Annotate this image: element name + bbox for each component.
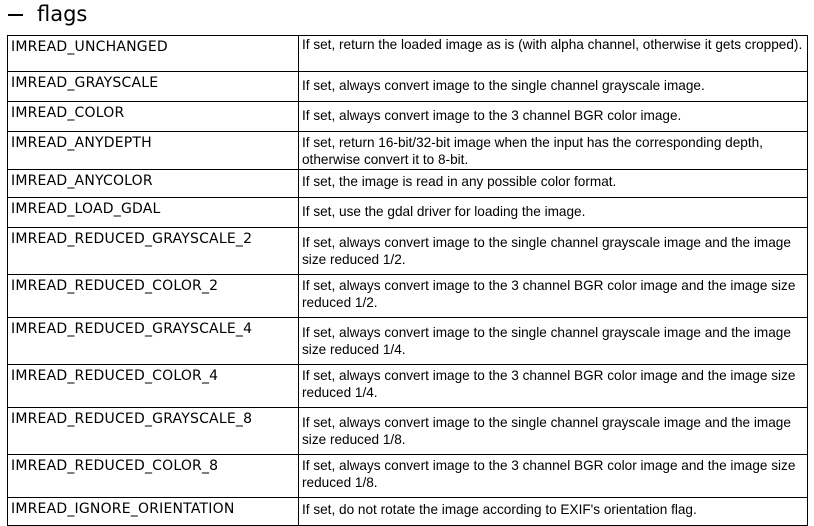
table-row	[8, 102, 808, 132]
flag-description: If set, the image is read in any possible color format.	[299, 170, 808, 198]
flag-name: IMREAD_REDUCED_GRAYSCALE_8	[8, 408, 299, 455]
flag-description: If set, always convert image to the single channel grayscale image and the image size reduced 1/2.	[299, 228, 808, 275]
flag-name: IMREAD_REDUCED_COLOR_8	[8, 455, 299, 498]
flag-description: If set, always convert image to the 3 channel BGR color image and the image size reduced 1/4.	[299, 365, 808, 408]
flag-name: IMREAD_COLOR	[8, 102, 299, 132]
table-row	[8, 228, 808, 275]
flag-name: IMREAD_LOAD_GDAL	[8, 198, 299, 228]
flag-name: IMREAD_UNCHANGED	[8, 36, 299, 72]
flag-description: If set, always convert image to the 3 channel BGR color image and the image size reduced 1/2.	[299, 275, 808, 318]
heading-text: flags	[37, 2, 88, 26]
flag-description: If set, always convert image to the 3 channel BGR color image.	[299, 102, 808, 132]
table-row	[8, 170, 808, 198]
flag-name: IMREAD_REDUCED_GRAYSCALE_2	[8, 228, 299, 275]
flag-name: IMREAD_REDUCED_COLOR_4	[8, 365, 299, 408]
table-row	[8, 318, 808, 365]
flag-name: IMREAD_GRAYSCALE	[8, 72, 299, 102]
flag-description: If set, always convert image to the single channel grayscale image and the image size reduced 1/8.	[299, 408, 808, 455]
table-row	[8, 72, 808, 102]
section-heading	[8, 0, 87, 28]
flags-table	[7, 35, 808, 526]
table-row	[8, 198, 808, 228]
table-row	[8, 365, 808, 408]
flag-description: If set, use the gdal driver for loading the image.	[299, 198, 808, 228]
table-row	[8, 408, 808, 455]
flag-description: If set, always convert image to the single channel grayscale image.	[299, 72, 808, 102]
flag-name: IMREAD_IGNORE_ORIENTATION	[8, 498, 299, 526]
flag-description: If set, always convert image to the 3 channel BGR color image and the image size reduced 1/8.	[299, 455, 808, 498]
table-row	[8, 275, 808, 318]
flag-name: IMREAD_ANYCOLOR	[8, 170, 299, 198]
table-row	[8, 455, 808, 498]
dash-bullet-icon	[8, 14, 23, 16]
flag-description: If set, return 16-bit/32-bit image when the input has the corresponding depth, otherwise convert it to 8-bit.	[299, 132, 808, 170]
flag-description: If set, always convert image to the single channel grayscale image and the image size reduced 1/4.	[299, 318, 808, 365]
table-row	[8, 498, 808, 526]
flag-description: If set, return the loaded image as is (with alpha channel, otherwise it gets cropped).	[299, 36, 808, 72]
flag-name: IMREAD_REDUCED_GRAYSCALE_4	[8, 318, 299, 365]
flag-description: If set, do not rotate the image according to EXIF's orientation flag.	[299, 498, 808, 526]
table-row	[8, 132, 808, 170]
table-row	[8, 36, 808, 72]
flag-name: IMREAD_REDUCED_COLOR_2	[8, 275, 299, 318]
flag-name: IMREAD_ANYDEPTH	[8, 132, 299, 170]
